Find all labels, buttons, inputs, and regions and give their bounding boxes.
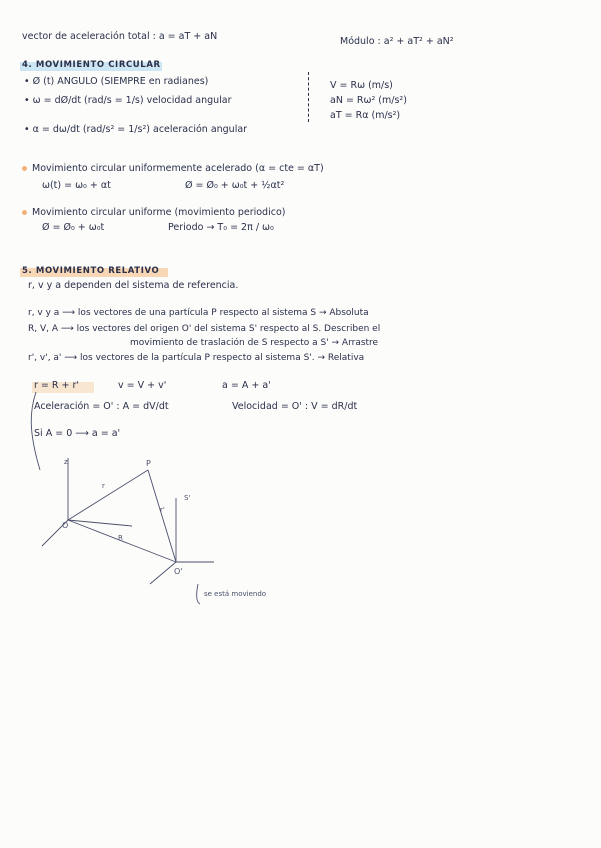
- bullet-dot: [22, 166, 27, 171]
- section5-title: 5. MOVIMIENTO RELATIVO: [22, 266, 160, 276]
- sec5-line-2b: movimiento de traslación de S respecto a S' → Arrastre: [130, 338, 379, 348]
- z-axis-label: z: [64, 458, 68, 466]
- mcu-title: Movimiento circular uniforme (movimiento periodico): [32, 207, 286, 218]
- vector-r-label: r: [102, 482, 105, 490]
- sec4-item-1: • Ø (t) ANGULO (SIEMPRE en radianes): [24, 76, 209, 87]
- vel-line: Velocidad = O' : V = dR/dt: [232, 401, 358, 412]
- diagram-note: se está moviendo: [204, 590, 267, 598]
- origin-op-label: O': [174, 567, 183, 576]
- sec5-line-2a: R, V, A ⟶ los vectores del origen O' del sistema S' respecto al S. Describen el: [28, 324, 381, 334]
- right-eq-2: aN = Rω² (m/s²): [330, 95, 407, 106]
- s-prime-label: S': [184, 494, 191, 502]
- sec4-item-2: • ω = dØ/dt (rad/s = 1/s) velocidad angular: [24, 95, 232, 106]
- si-line: Si A = 0 ⟶ a = a': [34, 428, 121, 439]
- mcua-eq-1: ω(t) = ω₀ + αt: [42, 180, 111, 191]
- modulo-formula: Módulo : a² + aT² + aN²: [340, 36, 454, 47]
- sec5-line-3: r', v', a' ⟶ los vectores de la partícula P respecto al sistema S'. → Relativa: [28, 353, 365, 363]
- divider-bar: [308, 72, 309, 122]
- right-eq-3: aT = Rα (m/s²): [330, 110, 401, 121]
- origin-o-label: O: [62, 521, 69, 530]
- bullet-dot: [22, 210, 27, 215]
- vector-rp-label: r': [160, 506, 165, 514]
- eq-r: r = R + r': [34, 380, 80, 391]
- sec5-line-1: r, v y a ⟶ los vectores de una partícula P respecto al sistema S → Absoluta: [28, 308, 369, 318]
- accel-line: Aceleración = O' : A = dV/dt: [34, 401, 169, 412]
- mcua-eq-2: Ø = Ø₀ + ω₀t + ½αt²: [185, 180, 285, 191]
- mcu-eq-2: Periodo → T₀ = 2π / ω₀: [168, 222, 274, 233]
- mcu-eq-1: Ø = Ø₀ + ω₀t: [42, 222, 105, 233]
- vector-R-label: R: [118, 534, 123, 542]
- eq-v: v = V + v': [118, 380, 167, 391]
- right-eq-1: V = Rω (m/s): [330, 80, 393, 91]
- point-p-label: P: [146, 459, 151, 468]
- mcua-title: Movimiento circular uniformemente acelerado (α = cte = αT): [32, 163, 324, 174]
- section4-title: 4. MOVIMIENTO CIRCULAR: [22, 60, 161, 70]
- total-acceleration: vector de aceleración total : a = aT + aN: [22, 31, 218, 42]
- eq-a: a = A + a': [222, 380, 271, 391]
- sec4-item-3: • α = dω/dt (rad/s² = 1/s²) aceleración angular: [24, 124, 248, 135]
- sec5-intro: r, v y a dependen del sistema de referencia.: [28, 280, 239, 291]
